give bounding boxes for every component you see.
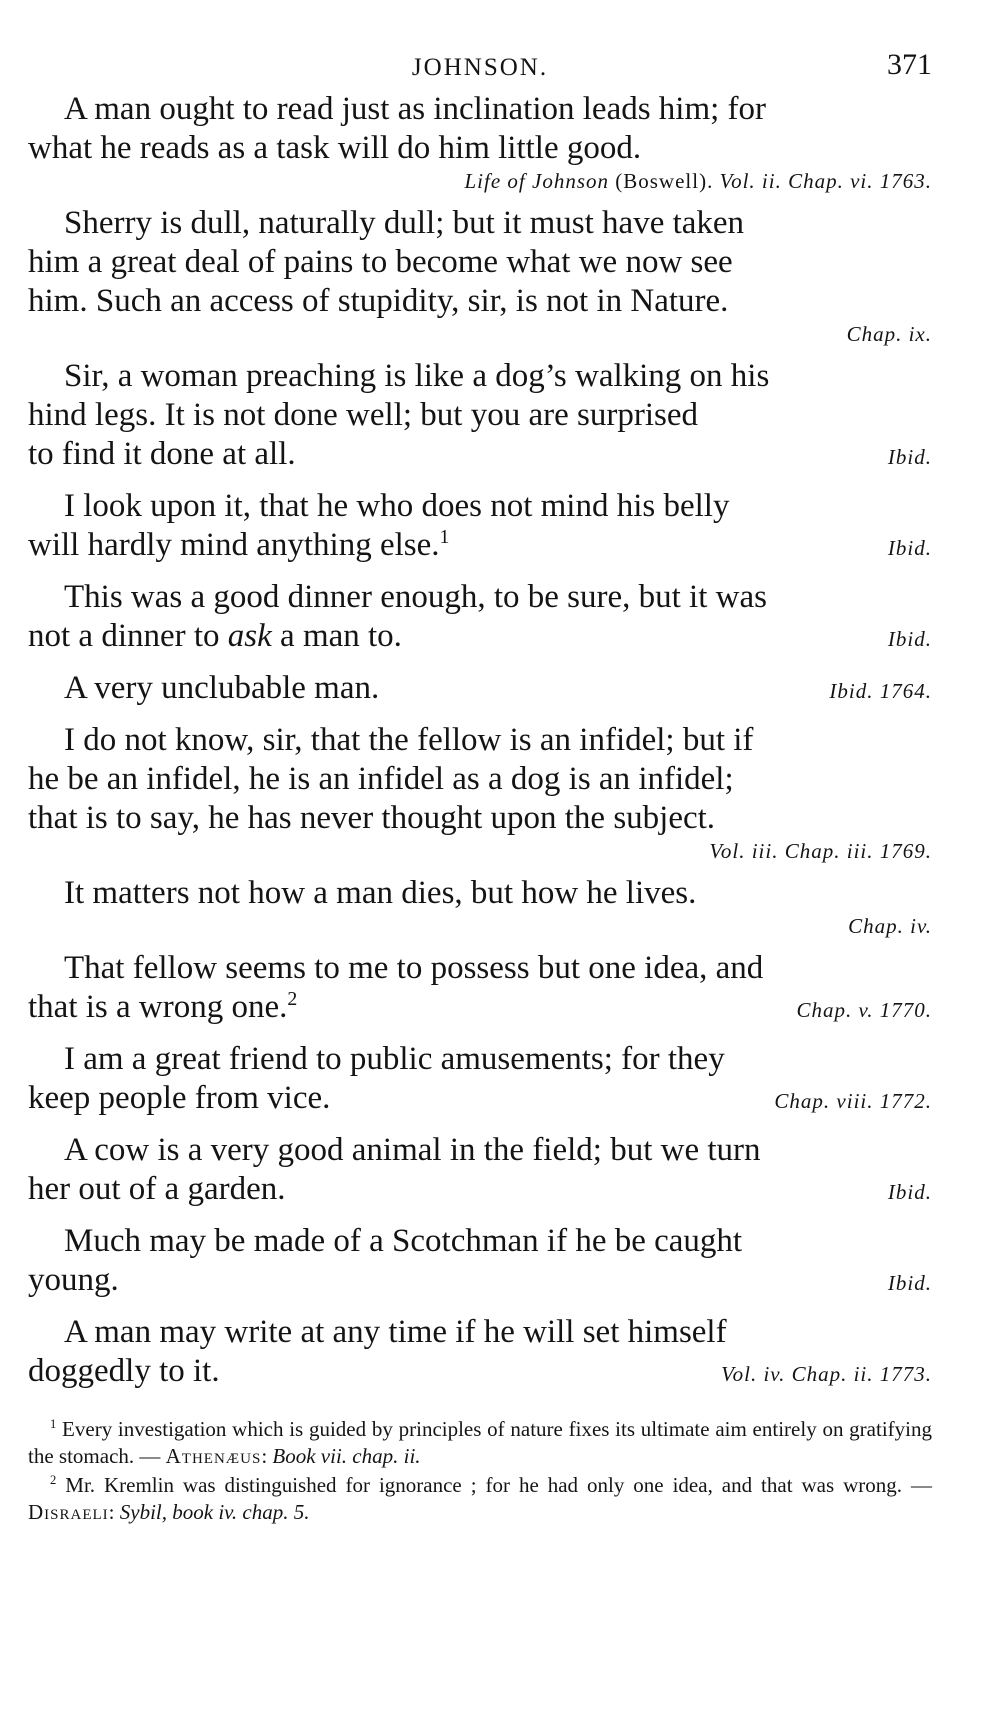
quote-last-row [28, 1261, 932, 1303]
footnote-marker: 1 [439, 526, 450, 548]
quote-last-row [28, 1079, 932, 1121]
quote-last-row [28, 1352, 932, 1394]
quote-line: hind legs. It is not done well; but you are surprised [28, 397, 698, 433]
quote-last-row [28, 526, 932, 568]
quote-last-row [28, 988, 932, 1030]
quote [28, 1313, 932, 1394]
quote [28, 949, 932, 1030]
footnote-separator: : [108, 1500, 115, 1524]
quote [28, 487, 932, 568]
citation: Chap. v. 1770. [796, 998, 932, 1022]
quote-line-with-note [28, 526, 449, 565]
footnote-number: 2 [50, 1473, 57, 1487]
quote [28, 578, 932, 659]
citation: Chap. viii. 1772. [774, 1089, 932, 1113]
quote-text: a man to. [271, 618, 402, 654]
citation: Vol. iv. Chap. ii. 1773. [721, 1362, 932, 1386]
citation: Chap. iv. [848, 914, 932, 938]
quote [28, 721, 932, 864]
footnote-author: Athenæus [165, 1444, 262, 1468]
quote [28, 204, 932, 347]
quote-last-row [28, 435, 932, 477]
quote-line: him a great deal of pains to become what we now see [28, 244, 733, 280]
quote [28, 1131, 932, 1212]
quote-last-row [28, 669, 932, 711]
quote-line-mixed [28, 617, 402, 656]
running-title: JOHNSON. [411, 54, 549, 81]
citation: Vol. iii. Chap. iii. 1769. [709, 839, 932, 863]
quote-line-with-note [28, 988, 297, 1027]
citation: Ibid. [887, 445, 932, 469]
quote-line: to find it done at all. [28, 436, 296, 472]
footnote-text: Mr. Kremlin was distinguished for ignorance ; for he had only one idea, and that was wrong. — [65, 1473, 933, 1497]
quote-line: her out of a garden. [28, 1171, 286, 1207]
footnotes [28, 1416, 932, 1526]
citation-detail: Vol. ii. Chap. vi. 1763. [719, 169, 932, 193]
footnote-author: Disraeli [28, 1500, 109, 1524]
footnote-source: Sybil, book iv. chap. 5. [119, 1500, 310, 1524]
quote-line: A cow is a very good animal in the field; but we turn [64, 1132, 761, 1168]
quote-line: That fellow seems to me to possess but one idea, and [64, 950, 764, 986]
quote-line: Much may be made of a Scotchman if he be caught [64, 1223, 743, 1259]
quote [28, 874, 932, 939]
citation [28, 168, 932, 194]
quote-line: I look upon it, that he who does not mind his belly [64, 488, 730, 524]
quote-line: doggedly to it. [28, 1353, 220, 1389]
quote-line: It matters not how a man dies, but how he lives. [64, 875, 697, 911]
quote-line: keep people from vice. [28, 1080, 331, 1116]
quote [28, 357, 932, 477]
quote-emphasis: ask [227, 618, 272, 654]
citation: Ibid. [887, 536, 932, 560]
quote-line: A very unclubable man. [64, 670, 380, 706]
footnote [28, 1472, 932, 1526]
quote [28, 1040, 932, 1121]
quote-line: will hardly mind anything else. [28, 527, 440, 563]
quote [28, 669, 932, 711]
quote-last-row [28, 1170, 932, 1212]
quote-line: he be an infidel, he is an infidel as a dog is an infidel; [28, 761, 734, 797]
quote-line: young. [28, 1262, 119, 1298]
quote-line: Sherry is dull, naturally dull; but it must have taken [64, 205, 745, 241]
quote [28, 90, 932, 194]
quote-line: that is a wrong one. [28, 989, 288, 1025]
quote-line: This was a good dinner enough, to be sure, but it was [64, 579, 767, 615]
citation-author: (Boswell). [615, 169, 714, 193]
citation: Ibid. [887, 627, 932, 651]
quote-line: that is to say, he has never thought upon the subject. [28, 800, 716, 836]
footnote-separator: : [261, 1444, 268, 1468]
citation: Ibid. 1764. [829, 679, 932, 703]
quote-line: him. Such an access of stupidity, sir, is not in Nature. [28, 283, 729, 319]
quote-line: what he reads as a task will do him little good. [28, 130, 642, 166]
footnote [28, 1416, 932, 1470]
citation-work: Life of Johnson [464, 169, 609, 193]
citation: Ibid. [887, 1271, 932, 1295]
citation: Chap. ix. [846, 322, 932, 346]
quote-line: I am a great friend to public amusements; for they [64, 1041, 725, 1077]
footnote-number: 1 [50, 1417, 57, 1431]
quote-text: not a dinner to [28, 618, 228, 654]
quote-line: I do not know, sir, that the fellow is an infidel; but if [64, 722, 754, 758]
quote-line: A man may write at any time if he will set himself [64, 1314, 727, 1350]
running-head [28, 38, 932, 90]
footnote-text: Every investigation which is guided by principles of nature fixes its ultimate aim entirely on gratifying the stomach. — [28, 1417, 932, 1468]
footnote-marker: 2 [287, 988, 298, 1010]
quote-line: Sir, a woman preaching is like a dog’s walking on his [64, 358, 770, 394]
quote [28, 1222, 932, 1303]
citation: Ibid. [887, 1180, 932, 1204]
quote-last-row [28, 617, 932, 659]
footnote-source: Book vii. chap. ii. [272, 1444, 421, 1468]
page-number: 371 [887, 48, 932, 81]
quote-line: A man ought to read just as inclination leads him; for [64, 91, 767, 127]
